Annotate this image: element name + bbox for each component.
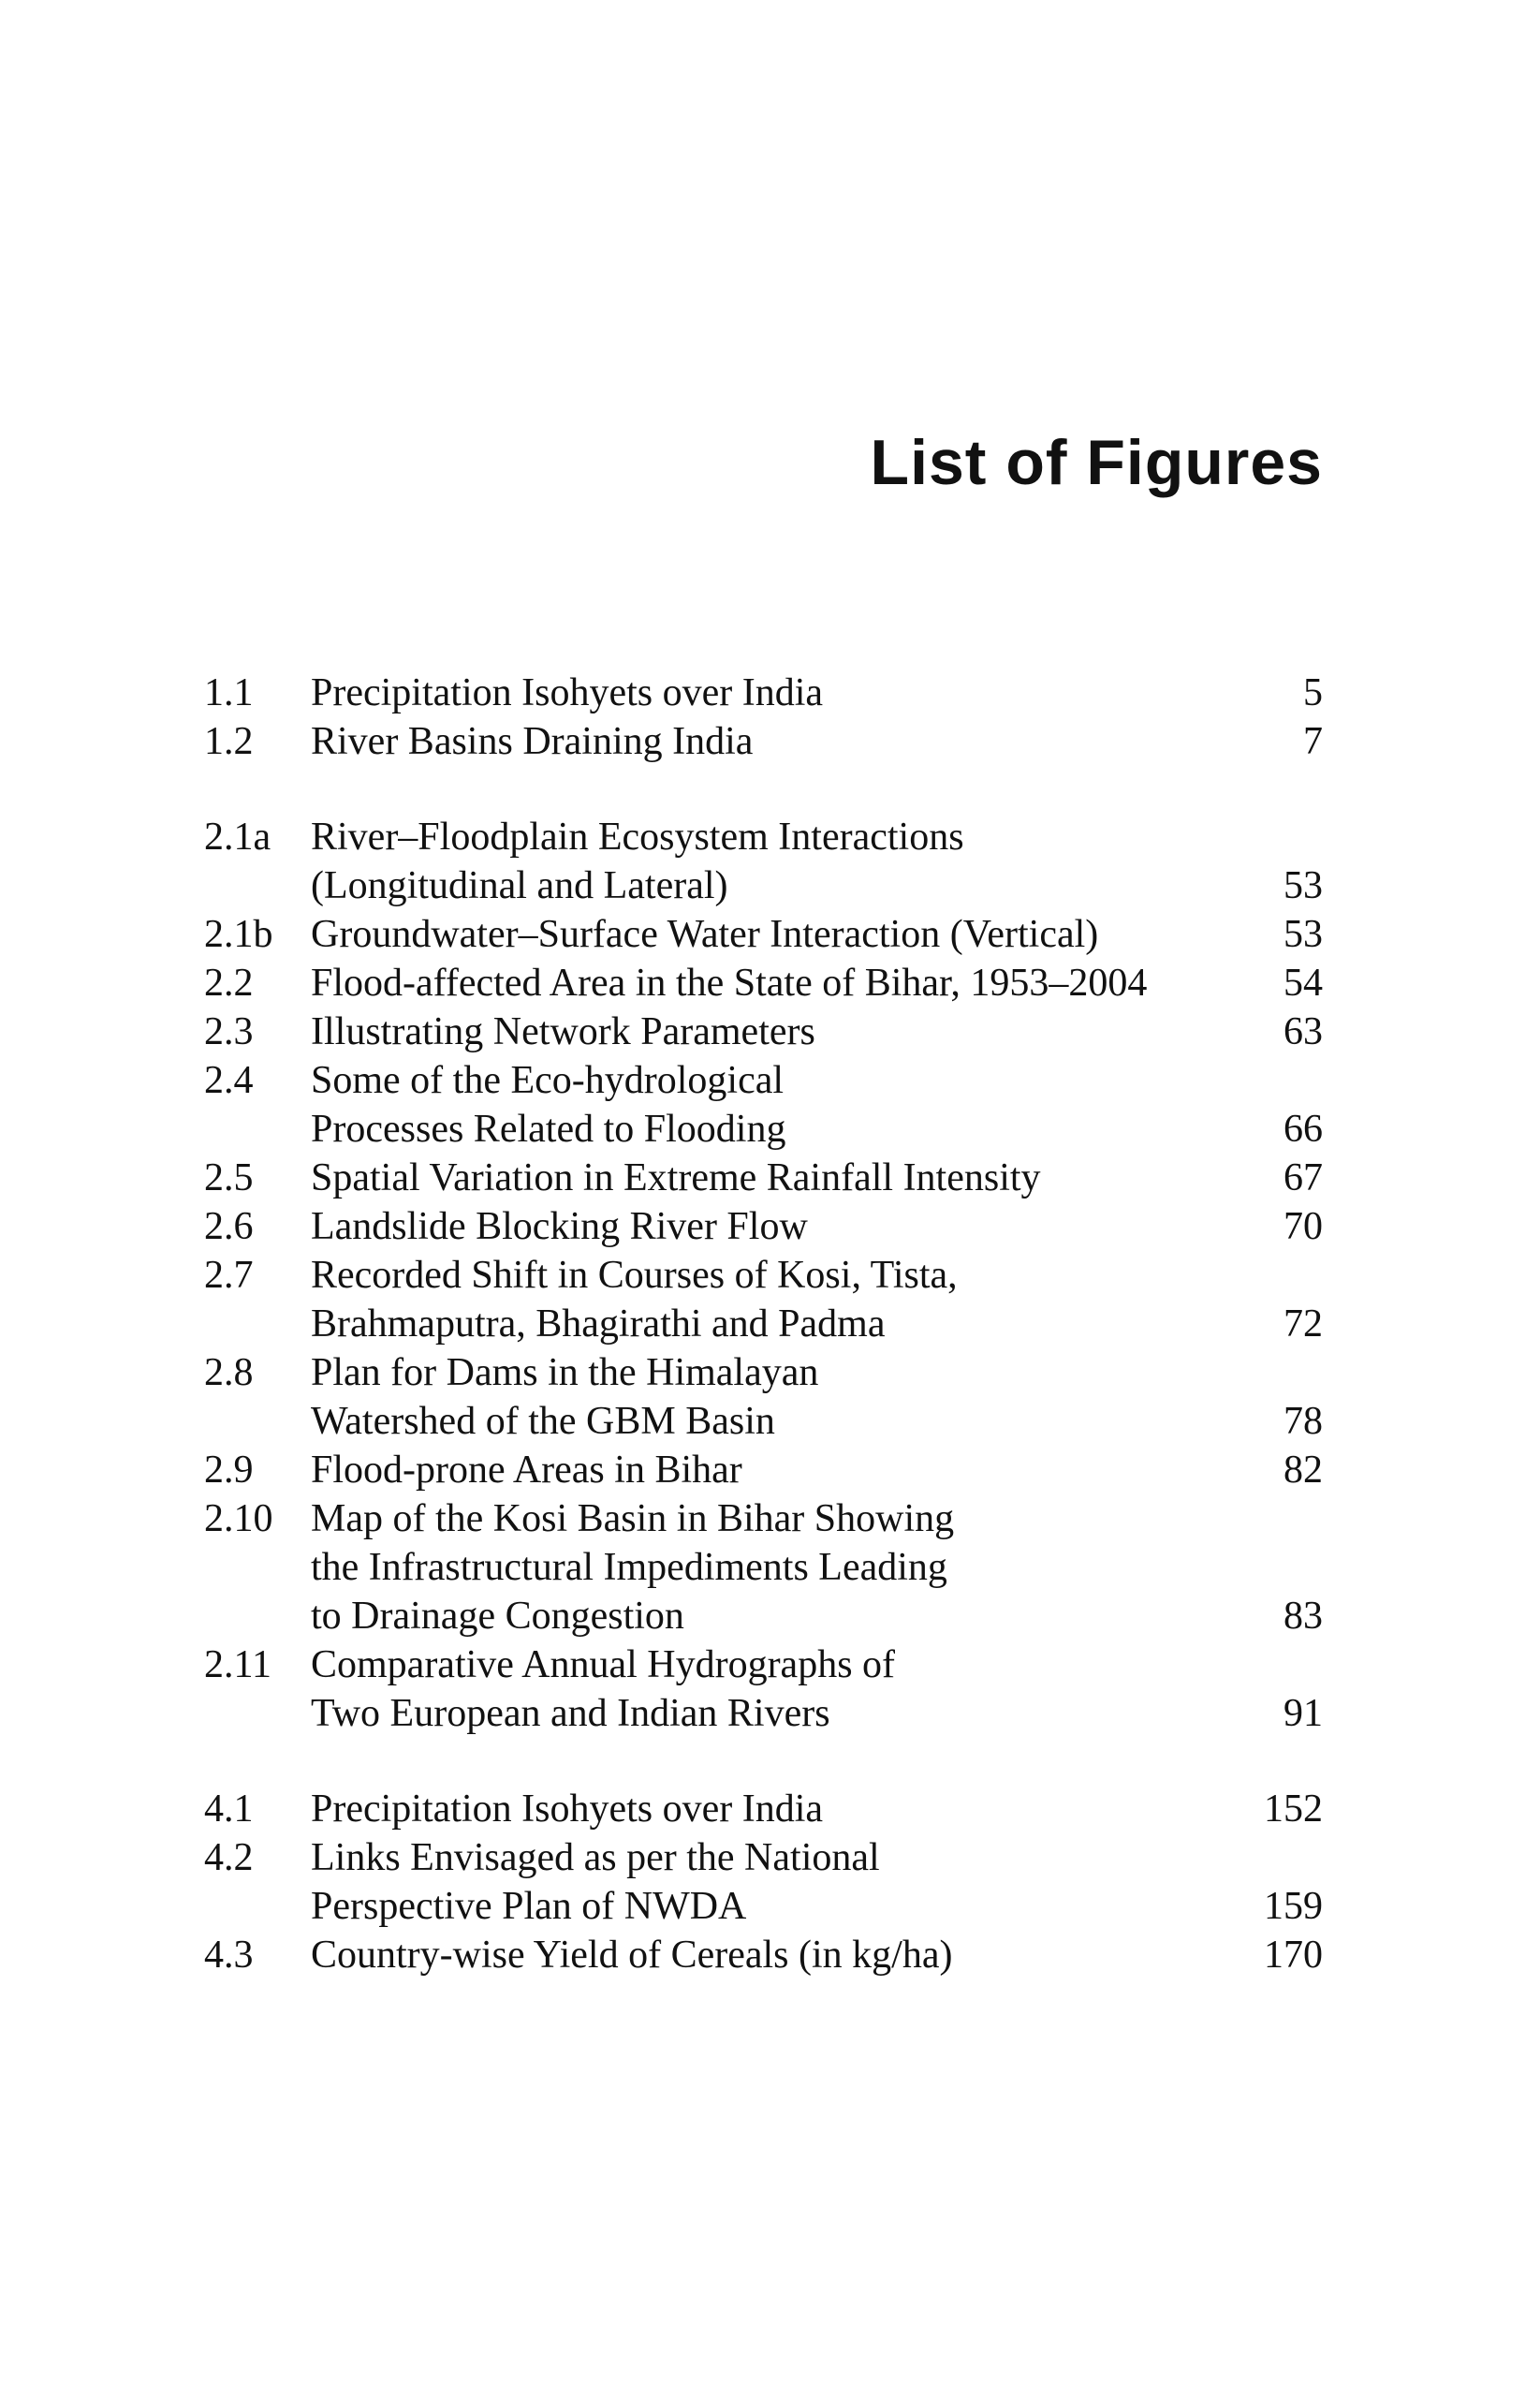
figure-entry: [204, 910, 1323, 959]
figure-caption-line: Comparative Annual Hydrographs of: [311, 1643, 896, 1686]
figure-number: 1.2: [204, 720, 254, 763]
figure-page-number: 7: [1303, 720, 1323, 763]
figure-entry: [204, 1056, 1323, 1154]
figure-caption: [311, 813, 1210, 910]
figure-page-number: 70: [1283, 1205, 1323, 1248]
figure-page-number: 91: [1283, 1692, 1323, 1735]
figure-number: 1.1: [204, 671, 254, 714]
figure-caption: [311, 1056, 1210, 1154]
figure-caption: [311, 1833, 1210, 1931]
figure-caption: [311, 1202, 1210, 1251]
figure-caption-line: Spatial Variation in Extreme Rainfall Intensity: [311, 1156, 1041, 1199]
figure-number: 2.6: [204, 1205, 254, 1248]
figure-entry: [204, 717, 1323, 766]
figure-number: 2.4: [204, 1059, 254, 1102]
figure-caption-line: Landslide Blocking River Flow: [311, 1205, 808, 1248]
figure-number: 2.11: [204, 1643, 271, 1686]
figure-caption: [311, 1154, 1210, 1202]
figure-caption: [311, 959, 1210, 1008]
figure-list: [204, 669, 1323, 1979]
figure-caption-line: Flood-affected Area in the State of Bihar, 1953–2004: [311, 962, 1148, 1005]
figure-caption-line: Plan for Dams in the Himalayan: [311, 1351, 819, 1394]
figure-number: 2.2: [204, 962, 254, 1005]
figure-entry: [204, 1785, 1323, 1833]
figure-entry: [204, 959, 1323, 1008]
figure-page-number: 170: [1264, 1934, 1323, 1977]
figure-caption-line: Map of the Kosi Basin in Bihar Showing: [311, 1497, 955, 1540]
page-title: List of Figures: [870, 427, 1323, 498]
figure-page-number: 159: [1264, 1885, 1323, 1928]
figure-caption-line: Groundwater–Surface Water Interaction (Vertical): [311, 913, 1099, 956]
group-spacer: [204, 1738, 1323, 1785]
figure-entry: [204, 1446, 1323, 1494]
figure-caption-line: Some of the Eco-hydrological: [311, 1059, 785, 1102]
figure-caption-line: Precipitation Isohyets over India: [311, 1787, 824, 1831]
figure-page-number: 78: [1283, 1400, 1323, 1443]
figure-number: 2.1b: [204, 913, 273, 956]
figure-caption-line: Brahmaputra, Bhagirathi and Padma: [311, 1302, 886, 1346]
figure-number: 2.9: [204, 1449, 254, 1492]
figure-caption-line: Watershed of the GBM Basin: [311, 1400, 775, 1443]
figure-page-number: 66: [1283, 1108, 1323, 1151]
figure-page-number: 63: [1283, 1010, 1323, 1053]
figure-caption-line: Illustrating Network Parameters: [311, 1010, 815, 1053]
figure-entry: [204, 1008, 1323, 1056]
figure-caption-line: Two European and Indian Rivers: [311, 1692, 830, 1735]
figure-caption-line: Flood-prone Areas in Bihar: [311, 1449, 742, 1492]
figure-number: 4.3: [204, 1934, 254, 1977]
figure-entry: [204, 1202, 1323, 1251]
figure-entry: [204, 1494, 1323, 1640]
figure-page-number: 53: [1283, 913, 1323, 956]
figure-entry: [204, 1640, 1323, 1738]
figure-entry: [204, 1833, 1323, 1931]
figure-page-number: 54: [1283, 962, 1323, 1005]
figure-caption: [311, 717, 1210, 766]
figure-caption-line: Precipitation Isohyets over India: [311, 671, 824, 714]
figure-caption: [311, 1008, 1210, 1056]
figure-entry: [204, 1931, 1323, 1979]
figure-caption: [311, 1446, 1210, 1494]
figure-entry: [204, 1154, 1323, 1202]
figure-number: 2.7: [204, 1254, 254, 1297]
figure-caption: [311, 1348, 1210, 1446]
figure-page-number: 82: [1283, 1449, 1323, 1492]
figure-caption: [311, 1931, 1210, 1979]
figure-caption-line: Processes Related to Flooding: [311, 1108, 786, 1151]
figure-page-number: 67: [1283, 1156, 1323, 1199]
figure-number: 2.5: [204, 1156, 254, 1199]
figure-caption: [311, 1251, 1210, 1348]
figure-caption-line: to Drainage Congestion: [311, 1595, 684, 1638]
figure-number: 2.8: [204, 1351, 254, 1394]
figure-number: 2.10: [204, 1497, 273, 1540]
figure-caption-line: Perspective Plan of NWDA: [311, 1885, 747, 1928]
figure-caption: [311, 1640, 1210, 1738]
figure-entry: [204, 1251, 1323, 1348]
figure-entry: [204, 669, 1323, 717]
figure-page-number: 5: [1303, 671, 1323, 714]
figure-caption: [311, 910, 1210, 959]
figure-entry: [204, 813, 1323, 910]
figure-page-number: 152: [1264, 1787, 1323, 1831]
figure-caption-line: Recorded Shift in Courses of Kosi, Tista,: [311, 1254, 958, 1297]
figure-number: 2.3: [204, 1010, 254, 1053]
figure-number: 2.1a: [204, 816, 271, 859]
figure-number: 4.2: [204, 1836, 254, 1879]
figure-number: 4.1: [204, 1787, 254, 1831]
figure-caption-line: Country-wise Yield of Cereals (in kg/ha): [311, 1934, 953, 1977]
figure-page-number: 53: [1283, 864, 1323, 907]
figure-caption-line: (Longitudinal and Lateral): [311, 864, 728, 907]
figure-caption: [311, 1494, 1210, 1640]
figure-caption-line: the Infrastructural Impediments Leading: [311, 1546, 947, 1589]
group-spacer: [204, 766, 1323, 813]
figure-page-number: 83: [1283, 1595, 1323, 1638]
figure-caption: [311, 669, 1210, 717]
figure-caption-line: River Basins Draining India: [311, 720, 754, 763]
figure-caption-line: River–Floodplain Ecosystem Interactions: [311, 816, 964, 859]
figure-caption: [311, 1785, 1210, 1833]
figure-page-number: 72: [1283, 1302, 1323, 1346]
figure-caption-line: Links Envisaged as per the National: [311, 1836, 880, 1879]
figure-entry: [204, 1348, 1323, 1446]
